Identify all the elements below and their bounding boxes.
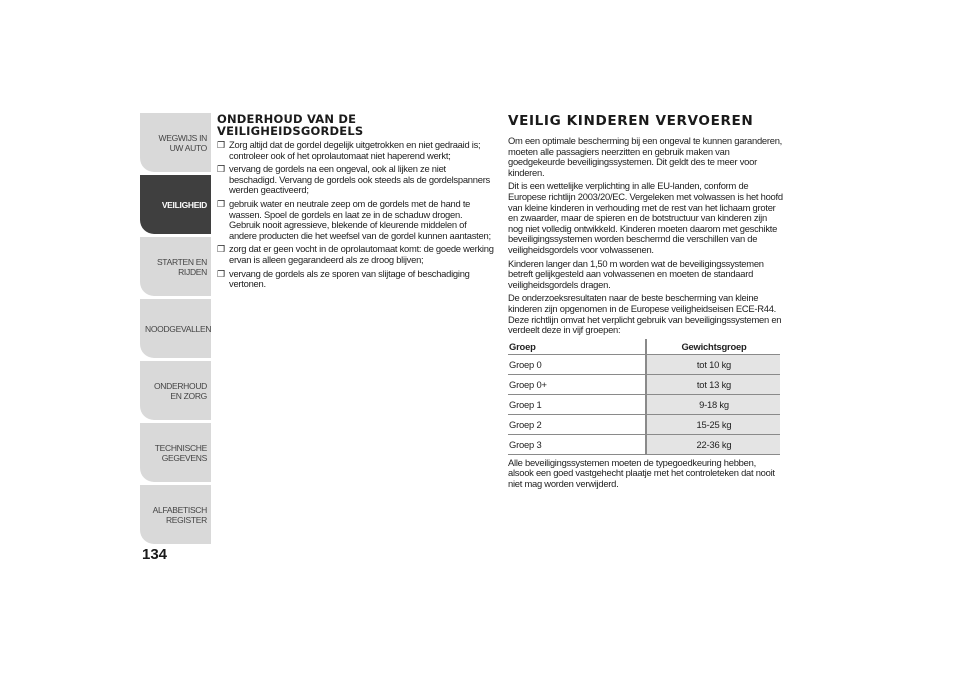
tab-label: STARTEN EN RIJDEN [156, 256, 207, 277]
table-cell-group: Groep 0+ [508, 374, 646, 394]
checkbox-bullet-icon: ❒ [217, 244, 225, 255]
table-cell-group: Groep 1 [508, 394, 646, 414]
section-heading: VEILIG KINDEREN VERVOEREN [508, 113, 754, 129]
list-item-text: gebruik water en neutrale zeep om de gordels met de hand te wassen. Spoel de gordels en laat ze in de schaduw drogen. Gebruik nooit agressieve, blekende of kleurende middelen of andere producten die het weefsel van de gordel kunnen aantasten; [229, 197, 491, 241]
tab-label: ONDERHOUD EN ZORG [153, 380, 207, 401]
column-header-group: Groep [508, 339, 646, 355]
list-item-text: zorg dat er geen vocht in de oprolautomaat komt: de goede werking ervan is alleen gegarandeerd als ze droog blijven; [229, 243, 494, 265]
table-row [508, 414, 780, 434]
paragraph: De onderzoeksresultaten naar de beste bescherming van kleine kinderen zijn opgenomen in de Europese veiligheidseisen ECE-R44. Deze richtlijn omvat het verplicht gebruik van beveiligingssystemen en verdeelt deze in vijf groepen: [508, 292, 782, 336]
list-item [217, 164, 495, 196]
tab-label: WEGWIJS IN UW AUTO [158, 132, 207, 153]
tab-label: NOODGEVALLEN [145, 323, 212, 334]
table-row [508, 374, 780, 394]
list-item-text: vervang de gordels als ze sporen van slijtage of beschadiging vertonen. [229, 267, 470, 290]
seatbelt-maintenance-section [217, 113, 495, 293]
table-cell-weight: 22-36 kg [646, 434, 780, 454]
paragraph: Dit is een wettelijke verplichting in alle EU-landen, conform de Europese richtlijn 2003/20/EC. Vergeleken met volwassen is het hoofd van kleine kinderen in verhouding met de rest van het lichaam groter en zwaarder, maar de spieren en de botstructuur van kinderen zijn nog niet volledig ontwikkeld. Kinderen moeten daarom met geschikte beveiligingssystemen worden beschermd die verschillen van de veiligheidsgordels voor volwassenen. [508, 180, 783, 255]
tab-starten-en-rijden[interactable] [140, 237, 211, 296]
table-row [508, 354, 780, 374]
table-cell-group: Groep 3 [508, 434, 646, 454]
list-item [217, 140, 495, 161]
tab-technische-gegevens[interactable] [140, 423, 211, 482]
table-cell-weight: tot 10 kg [646, 354, 780, 374]
tab-label: VEILIGHEID [161, 199, 207, 210]
checkbox-bullet-icon: ❒ [217, 164, 225, 175]
child-safety-section [508, 113, 783, 492]
list-item-text: Zorg altijd dat de gordel degelijk uitgetrokken en niet gedraaid is; controleer ook of het oprolautomaat niet haperend werkt; [229, 139, 481, 161]
tab-veiligheid[interactable] [140, 175, 211, 234]
heading-line-1: ONDERHOUD VAN DE [217, 112, 357, 126]
table-header-row [508, 339, 780, 355]
tab-label: ALFABETISCH REGISTER [152, 504, 207, 525]
table-cell-weight: 9-18 kg [646, 394, 780, 414]
heading-line-2: VEILIGHEIDSGORDELS [217, 124, 364, 138]
weight-group-table [508, 339, 780, 455]
paragraph: Kinderen langer dan 1,50 m worden wat de beveiligingssystemen betreft gelijkgesteld aan volwassenen en moeten de standaard veiligheidsgordels dragen. [508, 257, 764, 290]
table-cell-group: Groep 0 [508, 354, 646, 374]
checkbox-bullet-icon: ❒ [217, 198, 225, 209]
list-item [217, 199, 495, 241]
checkbox-bullet-icon: ❒ [217, 268, 225, 279]
table-cell-group: Groep 2 [508, 414, 646, 434]
tab-noodgevallen[interactable] [140, 299, 211, 358]
paragraph: Om een optimale bescherming bij een ongeval te kunnen garanderen, moeten alle passagiers neerzitten en gebruik maken van goedgekeurde beveiligingssystemen. Dit geldt des te meer voor kinderen. [508, 135, 783, 178]
tab-alfabetisch-register[interactable] [140, 485, 211, 544]
closing-paragraph: Alle beveiligingssystemen moeten de typegoedkeuring hebben, alsook een goed vastgehecht plaatje met het controleteken dat nooit niet mag worden verwijderd. [508, 456, 775, 489]
table-row [508, 394, 780, 414]
tab-label: TECHNISCHE GEGEVENS [154, 442, 207, 463]
column-header-weight: Gewichtsgroep [646, 339, 780, 355]
table-cell-weight: tot 13 kg [646, 374, 780, 394]
table-cell-weight: 15-25 kg [646, 414, 780, 434]
tab-wegwijs[interactable] [140, 113, 211, 172]
checkbox-bullet-icon: ❒ [217, 140, 225, 150]
list-item-text: vervang de gordels na een ongeval, ook al lijken ze niet beschadigd. Vervang de gordels ook steeds als de gordelspanners werden geactiveerd; [229, 163, 490, 196]
section-heading [217, 113, 495, 137]
list-item [217, 269, 495, 290]
page-number: 134 [142, 546, 168, 563]
table-row [508, 434, 780, 454]
list-item [217, 244, 495, 265]
section-tab-strip [140, 113, 211, 547]
tab-onderhoud-en-zorg[interactable] [140, 361, 211, 420]
bullet-list [217, 140, 495, 290]
